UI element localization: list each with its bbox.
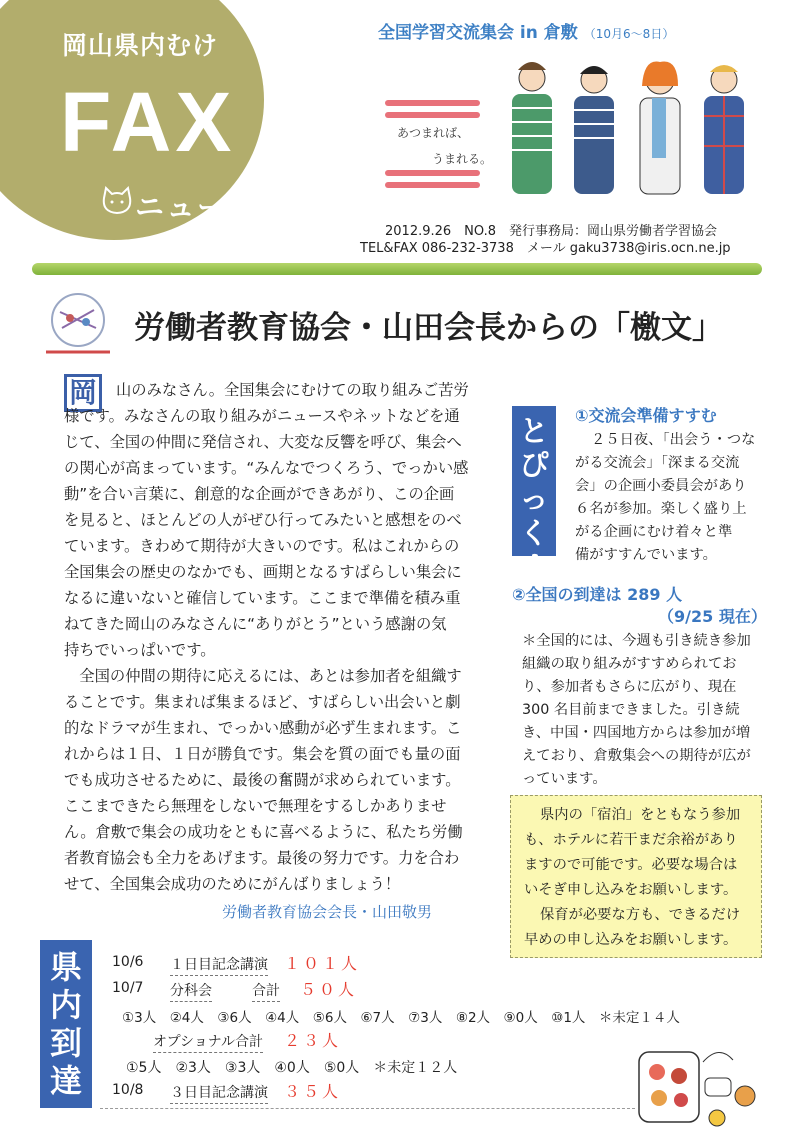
cat-icon	[100, 186, 134, 216]
body-line: を見ると、ほとんどの人がぜひ行ってみたいと感想をのべ	[64, 511, 462, 529]
session-breakdown: ①3人 ②4人 ③6人 ④4人 ⑤6人 ⑥7人 ⑦3人 ⑧2人 ⑨0人 ⑩1人 ＊未定１４人	[122, 1010, 680, 1026]
topic1-line: がる交流会」「深まる交流	[575, 455, 740, 471]
body-line: 動”を合い言葉に、創意的な企画ができあがり、この企画	[64, 485, 455, 503]
topic1-line: がる企画にむけ着々と準	[575, 524, 733, 540]
body-line: 様です。みなさんの取り組みがニュースやネットなどを通	[64, 407, 460, 425]
notice-box	[510, 795, 762, 958]
event-dates: （10月6〜8日）	[583, 27, 675, 41]
topics-label: とぴっくす	[519, 414, 549, 584]
topic2-line: 300 名目前まできました。引き続	[522, 702, 740, 718]
contact-info: TEL&FAX 086-232-3738 メール gaku3738@iris.ocn.ne.jp	[360, 241, 731, 256]
notice-line: 保育が必要な方も、できるだけ	[540, 907, 741, 923]
body-line: ここまできたら無理をしないで無理をするしかありませ	[64, 797, 447, 815]
topic1-line: 会」の企画小委員会があり	[575, 478, 747, 494]
day3-count: ３５人	[284, 1082, 342, 1101]
day1-date: 10/6	[112, 954, 144, 970]
topic1-line: 備がすすんでいます。	[575, 547, 717, 563]
event-title	[378, 18, 674, 43]
topic2-subtitle: （9/25 現在）	[658, 607, 767, 626]
day3-date: 10/8	[112, 1082, 144, 1098]
stripe-decoration	[385, 170, 480, 176]
divider-bar	[32, 263, 762, 275]
optional-label: オプショナル合計	[153, 1031, 263, 1053]
headline: 労働者教育協会・山田会長からの「檄文」	[134, 310, 723, 346]
bento-illustration	[633, 1038, 763, 1130]
notice-line: 早めの申し込みをお願いします。	[524, 932, 738, 948]
topic2-title: ②全国の到達は 289 人	[512, 585, 683, 604]
topic1-line: ２５日夜、「出会う・つな	[591, 432, 756, 448]
topic2-line: り、参加者もさらに広がり、現在	[522, 679, 737, 695]
body-line: 全国の仲間の期待に応えるには、あとは参加者を組織す	[64, 667, 462, 685]
body-line: れからは１日、１日が勝負です。集会を質の面でも量の面	[64, 745, 461, 763]
logo-subtitle: 岡山県内むけ	[62, 31, 219, 60]
topic2-line: えており、倉敷集会への期待が広が	[522, 748, 751, 764]
body-line: ることです。集まれば集まるほど、すばらしい出会いと劇	[64, 693, 461, 711]
topic1-line: ６名が参加。楽しく盛り上	[575, 501, 747, 517]
slogan-line2: うまれる。	[432, 152, 493, 166]
body-line: 山のみなさん。全国集会にむけての取り組みご苦労	[116, 381, 469, 399]
body-line: の関心が高まっています。“みんなでつくろう、でっかい感	[64, 459, 469, 477]
logo-fax: FAX	[60, 75, 236, 169]
pref-tab	[40, 940, 92, 1108]
body-line: ねてきた岡山のみなさんに“ありがとう”という感謝の気	[64, 615, 447, 633]
body-line: じて、全国の仲間に発信され、大変な反響を呼び、集会へ	[64, 433, 462, 451]
event-name: 全国学習交流集会 in 倉敷	[378, 23, 578, 43]
day2-label: 分科会	[170, 980, 212, 1002]
day2-count: ５０人	[300, 980, 358, 999]
stamp-illustration	[40, 290, 118, 360]
signature: 労働者教育協会会長・山田敬男	[222, 903, 433, 921]
day2-date: 10/7	[112, 980, 144, 996]
body-line: でも成功させるために、最後の奮闘が求められています。	[64, 771, 461, 789]
slogan-line1: あつまれば、	[397, 126, 470, 140]
topic1-title: ①交流会準備すすむ	[575, 406, 717, 425]
notice-line: も、ホテルに若干まだ余裕があり	[524, 832, 738, 848]
stripe-decoration	[385, 182, 480, 188]
day3-label: ３日目記念講演	[170, 1082, 268, 1104]
body-line: 持ちでいっぱいです。	[64, 641, 216, 659]
topic2-line: き、中国・四国地方からは参加が増	[522, 725, 751, 741]
day2-sum-label: 合計	[252, 980, 280, 1002]
notice-line: 県内の「宿泊」をともなう参加	[540, 807, 741, 823]
stripe-decoration	[385, 100, 480, 106]
body-line: 全国集会の歴史のなかでも、画期となるすばらしい集会に	[64, 563, 462, 581]
body-line: ん。倉敷で集会の成功をともに喜べるように、私たち労働	[64, 823, 463, 841]
optional-count: ２３人	[284, 1031, 342, 1050]
topics-tab	[512, 406, 556, 584]
body-line: 的なドラマが生まれ、でっかい感動が必ず生まれます。こ	[64, 719, 462, 737]
drop-cap: 岡	[64, 374, 102, 412]
stars-icon	[258, 18, 298, 58]
stripe-decoration	[385, 112, 480, 118]
day1-count: １０１人	[284, 954, 361, 973]
dashed-divider	[100, 1108, 635, 1109]
body-line: 者教育協会も全力をあげます。最後の努力です。力を合わ	[64, 849, 460, 867]
notice-line: ますので可能です。必要な場合は	[524, 857, 738, 873]
issue-info: 2012.9.26 NO.8 発行事務局：岡山県労働者学習協会	[385, 224, 717, 239]
body-line: せて、全国集会成功のためにがんばりましょう！	[64, 875, 401, 893]
topic2-line: 組織の取り組みがすすめられてお	[522, 656, 737, 672]
notice-line: いそぎ申し込みをお願いします。	[524, 882, 738, 898]
day1-label: １日目記念講演	[170, 954, 268, 976]
topic2-line: ＊全国的には、今週も引き続き参加	[522, 633, 751, 649]
body-line: なるに違いないと確信しています。ここまで準備を積み重	[64, 589, 461, 607]
people-illustration	[494, 56, 764, 204]
topic2-line: っています。	[522, 771, 607, 787]
logo-news: ニュース	[135, 190, 258, 224]
optional-breakdown: ①5人 ②3人 ③3人 ④0人 ⑤0人 ＊未定１２人	[126, 1060, 458, 1076]
body-line: ています。きわめて期待が大きいのです。私はこれからの	[64, 537, 460, 555]
pref-label: 県内到達	[49, 948, 82, 1100]
